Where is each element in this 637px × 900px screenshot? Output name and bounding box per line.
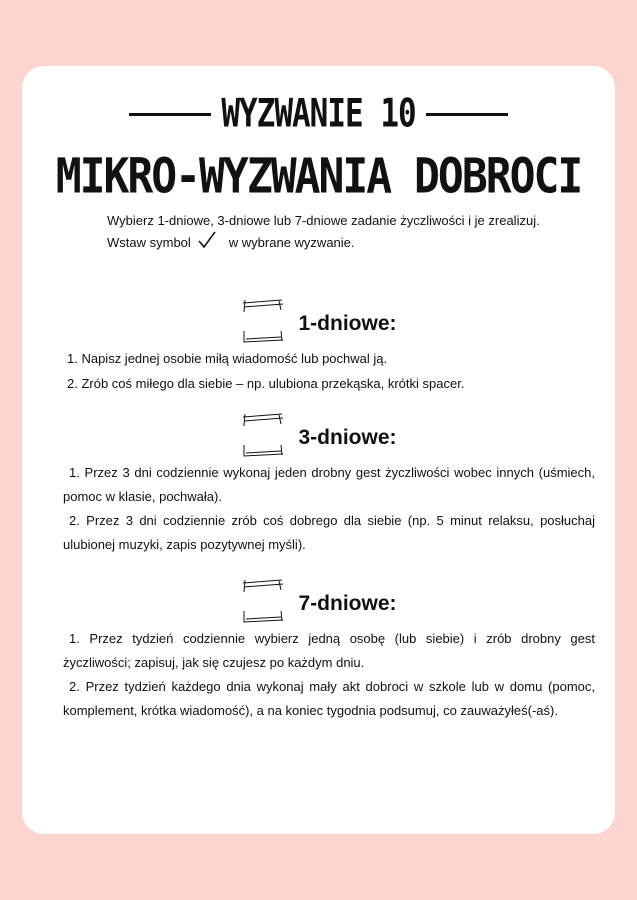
challenge-label: WYZWANIE 10 [221,91,416,137]
intro-line-2 [107,230,540,255]
list-item: 2. Zrób coś miłego dla siebie – np. ulubiona przekąska, krótki spacer. [67,376,465,391]
section-1-list [67,346,599,396]
section-2-header [0,412,637,463]
section-3-list [63,627,595,723]
right-rule [426,113,508,116]
intro-line-2-before: Wstaw symbol [107,235,191,250]
list-item: 1. Przez tydzień codziennie wybierz jedną osobę (lub siebie) i zrób drobny gest życzliwości; zapisuj, jak się czujesz po każdym dniu. [63,631,595,670]
challenge-header [0,91,637,137]
page-title: MIKRO-WYZWANIA DOBROCI [55,149,582,205]
checkbox-icon[interactable] [241,412,285,463]
list-item: 1. Przez 3 dni codziennie wykonaj jeden drobny gest życzliwości wobec innych (uśmiech, pomoc w klasie, pochwała). [63,465,595,504]
list-item: 2. Przez 3 dni codziennie zrób coś dobrego dla siebie (np. 5 minut relaksu, posłuchaj ulubionej muzyki, zapis pozytywnej myśli). [63,513,595,552]
intro-line-1: Wybierz 1-dniowe, 3-dniowe lub 7-dniowe zadanie życzliwości i je zrealizuj. [107,213,540,228]
intro-text [107,211,540,255]
section-1-header [0,298,637,349]
checkbox-icon[interactable] [241,298,285,349]
checkbox-icon[interactable] [241,578,285,629]
section-2-list [63,461,595,557]
list-item: 2. Przez tydzień każdego dnia wykonaj mały akt dobroci w szkole lub w domu (pomoc, komplement, krótka wiadomość), a na koniec tygodnia podsumuj, co zauważyłeś(-aś). [63,679,595,718]
section-title: 1-dniowe: [298,311,397,335]
section-3-header [0,578,637,629]
intro-line-2-after: w wybrane wyzwanie. [228,235,355,250]
section-title: 7-dniowe: [298,591,397,615]
list-item: 1. Napisz jednej osobie miłą wiadomość lub pochwal ją. [67,351,388,366]
checkmark-icon [197,230,217,255]
left-rule [129,113,211,116]
section-title: 3-dniowe: [298,425,397,449]
